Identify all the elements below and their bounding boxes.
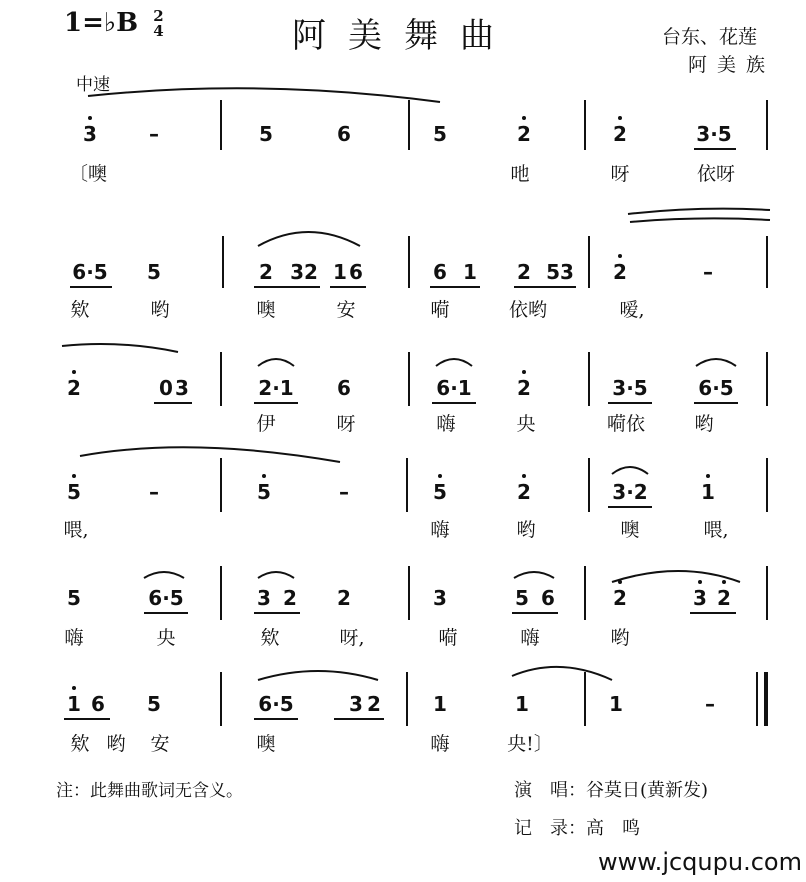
note: 5: [147, 260, 161, 284]
underline: [330, 286, 366, 288]
barline: [408, 100, 410, 150]
lyric: 吔: [510, 163, 530, 185]
barline: [588, 236, 590, 288]
note: 2: [613, 586, 627, 610]
lyric: 噢: [256, 733, 276, 755]
barline: [220, 352, 222, 406]
underline: [608, 402, 652, 404]
note: –: [149, 480, 159, 504]
origin-ethnic-group: 阿美族: [688, 54, 776, 76]
slur: [88, 88, 440, 102]
note: 3: [175, 376, 189, 400]
barline: [584, 100, 586, 150]
time-signature-top: 2: [153, 7, 164, 25]
recorder-name: 高 鸣: [586, 818, 640, 839]
lyric: 喂,: [703, 519, 729, 541]
underline: [254, 402, 298, 404]
note: 6·5: [258, 692, 294, 716]
final-barline-thin: [756, 672, 758, 726]
note: 3: [257, 586, 271, 610]
underline: [512, 612, 558, 614]
note: 0: [159, 376, 173, 400]
note: 2: [367, 692, 381, 716]
underline: [64, 718, 110, 720]
lyric: 呀: [610, 163, 630, 185]
note: 6·5: [698, 376, 734, 400]
slur: [258, 359, 294, 366]
lyric: 欸: [260, 627, 280, 649]
barline: [406, 672, 408, 726]
singer-label: 演 唱：: [514, 780, 586, 801]
song-title: 阿美舞曲: [292, 16, 516, 56]
lyric: 哟: [150, 299, 170, 321]
underline: [430, 286, 480, 288]
barline: [584, 566, 586, 620]
footnote: 注：此舞曲歌词无含义。: [56, 781, 243, 801]
note: 2: [517, 260, 531, 284]
lyric: 哟: [516, 519, 536, 541]
barline: [408, 352, 410, 406]
lyric: 嗨: [64, 627, 84, 649]
underline: [694, 402, 738, 404]
lyric: 噢: [620, 519, 640, 541]
note: 3: [83, 122, 97, 146]
note: 6: [337, 122, 351, 146]
barline: [766, 236, 768, 288]
singer-credit: [514, 776, 708, 802]
note: 1: [515, 692, 529, 716]
barline: [222, 236, 224, 288]
note: –: [339, 480, 349, 504]
note: 6: [433, 260, 447, 284]
underline: [254, 612, 300, 614]
underline: [690, 612, 736, 614]
note: 2: [259, 260, 273, 284]
barline: [408, 236, 410, 288]
lyric: 依呀: [696, 163, 736, 185]
note: 3: [693, 586, 707, 610]
note: 2: [517, 480, 531, 504]
note: 2: [517, 376, 531, 400]
note: 6: [349, 260, 363, 284]
barline: [588, 352, 590, 406]
barline: [588, 458, 590, 512]
note: 2: [337, 586, 351, 610]
key-signature: [64, 8, 164, 39]
barline: [766, 566, 768, 620]
note: 5: [67, 586, 81, 610]
underline: [154, 402, 192, 404]
website-watermark: www.jcqupu.com: [598, 848, 802, 876]
high-octave-dot: [706, 474, 710, 478]
note: –: [149, 122, 159, 146]
note: –: [705, 692, 715, 716]
note: 2: [613, 260, 627, 284]
barline: [220, 566, 222, 620]
time-signature-bottom: 4: [153, 22, 164, 40]
lyric: 嗨: [430, 733, 450, 755]
slur: [144, 572, 184, 578]
note: 6·5: [148, 586, 184, 610]
lyric: 哟: [694, 413, 714, 435]
lyric: 安: [150, 733, 170, 755]
note: 6: [91, 692, 105, 716]
note: 6·5: [72, 260, 108, 284]
note: 6·1: [436, 376, 472, 400]
underline: [334, 718, 384, 720]
note: 6: [337, 376, 351, 400]
slur: [258, 572, 294, 578]
note: 5: [259, 122, 273, 146]
lyric: 嗬: [438, 627, 458, 649]
barline: [406, 458, 408, 512]
note: 1: [609, 692, 623, 716]
barline: [220, 672, 222, 726]
lyric: 哟: [610, 627, 630, 649]
note: 3: [349, 692, 363, 716]
origin-region: 台东、花莲: [662, 26, 758, 48]
high-octave-dot: [618, 254, 622, 258]
barline: [766, 100, 768, 150]
note: 3·2: [612, 480, 648, 504]
underline: [608, 506, 652, 508]
recorder-label: 记 录：: [514, 818, 586, 839]
note: 5: [433, 122, 447, 146]
lyric: 嗳,: [619, 299, 645, 321]
slur: [612, 571, 740, 582]
note: 2: [517, 122, 531, 146]
note: 1: [463, 260, 477, 284]
note: 2: [283, 586, 297, 610]
note: 1: [333, 260, 347, 284]
final-barline-thick: [764, 672, 768, 726]
note: 3·5: [696, 122, 732, 146]
high-octave-dot: [698, 580, 702, 584]
slur: [258, 232, 360, 246]
slur: [514, 572, 554, 578]
lyric: 嗬: [430, 299, 450, 321]
high-octave-dot: [522, 474, 526, 478]
barline: [766, 352, 768, 406]
note: 2: [613, 122, 627, 146]
time-signature: [153, 9, 163, 39]
barline: [220, 458, 222, 512]
high-octave-dot: [72, 370, 76, 374]
high-octave-dot: [88, 116, 92, 120]
lyric: 嗨: [430, 519, 450, 541]
underline: [694, 148, 736, 150]
high-octave-dot: [522, 116, 526, 120]
high-octave-dot: [522, 370, 526, 374]
high-octave-dot: [618, 116, 622, 120]
lyric: 呀: [336, 413, 356, 435]
high-octave-dot: [438, 474, 442, 478]
lyric: 安: [336, 299, 356, 321]
key-label: 1=♭B: [64, 8, 139, 38]
note: 1: [701, 480, 715, 504]
tempo-marking: 中速: [76, 75, 110, 95]
note: 6: [541, 586, 555, 610]
underline: [432, 402, 476, 404]
high-octave-dot: [72, 474, 76, 478]
note: 2: [67, 376, 81, 400]
barline: [220, 100, 222, 150]
lyric: 伊: [256, 413, 276, 435]
note: 1: [67, 692, 81, 716]
lyric: 噢: [256, 299, 276, 321]
slur: [630, 218, 770, 222]
lyric: 嗬依: [606, 413, 646, 435]
note: 5: [515, 586, 529, 610]
high-octave-dot: [72, 686, 76, 690]
note: 2: [717, 586, 731, 610]
note: 2·1: [258, 376, 294, 400]
note: 53: [546, 260, 574, 284]
lyric: 央!〕: [507, 733, 553, 755]
underline: [514, 286, 576, 288]
slur: [628, 209, 770, 214]
singer-name: 谷莫日(黄新发): [586, 780, 709, 801]
lyric: 欸: [70, 299, 90, 321]
note: 5: [147, 692, 161, 716]
note: 5: [257, 480, 271, 504]
barline: [766, 458, 768, 512]
barline: [584, 672, 586, 726]
high-octave-dot: [262, 474, 266, 478]
note: 5: [67, 480, 81, 504]
high-octave-dot: [618, 580, 622, 584]
high-octave-dot: [722, 580, 726, 584]
underline: [254, 718, 298, 720]
note: 3·5: [612, 376, 648, 400]
lyric: 嗨: [520, 627, 540, 649]
lyric: 哟: [106, 733, 126, 755]
slur: [512, 667, 612, 680]
slur: [436, 359, 472, 366]
slur: [80, 447, 340, 462]
lyric: 央: [516, 413, 536, 435]
underline: [70, 286, 112, 288]
slur: [62, 344, 178, 352]
slur: [612, 467, 648, 474]
lyric: 欸: [70, 733, 90, 755]
note: 1: [433, 692, 447, 716]
slur: [696, 359, 736, 366]
note: 32: [290, 260, 318, 284]
underline: [254, 286, 320, 288]
lyric: 央: [156, 627, 176, 649]
slur: [258, 671, 378, 680]
note: 3: [433, 586, 447, 610]
lyric: 喂,: [63, 519, 89, 541]
lyric: 依哟: [508, 299, 548, 321]
note: 5: [433, 480, 447, 504]
lyric: 〔噢: [68, 163, 108, 185]
underline: [144, 612, 188, 614]
lyric: 呀,: [339, 627, 365, 649]
recorder-credit: [514, 814, 640, 840]
barline: [408, 566, 410, 620]
lyric: 嗨: [436, 413, 456, 435]
note: –: [703, 260, 713, 284]
